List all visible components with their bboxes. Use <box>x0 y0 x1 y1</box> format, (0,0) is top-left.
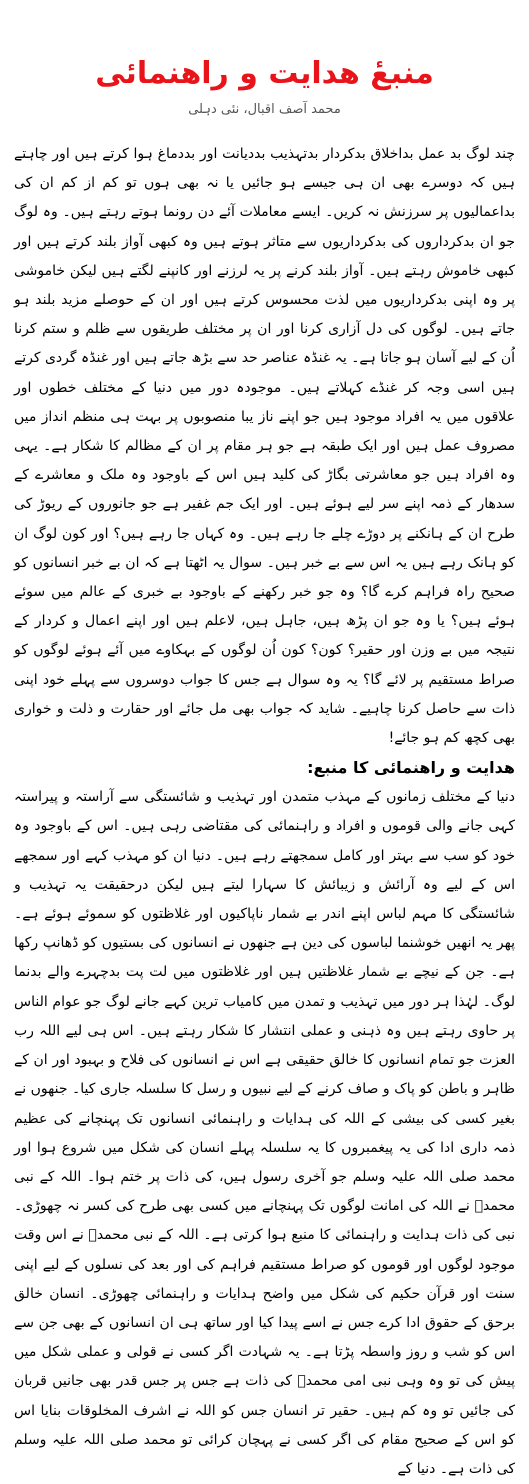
section-paragraph: دنیا کے مختلف زمانوں کے مہذب متمدن اور تہذیب و شائستگی سے آراستہ و پیراستہ کہی جانے والی قوموں و افراد و راہنمائی کی مقتاضی رہی ہیں۔ اس کے باوجود وہ خود کو سب سے بہتر اور کامل سمجھتے رہے ہیں۔ دنیا ان کو مہذب کہے اور سمجھے اس کے لیے وہ آرائش و زیبائش کا سہارا لیتے ہیں لیکن درحقیقت یہ تہذیب و شائستگی کا مہم لباس اپنے اندر بے شمار ناپاکیوں اور غلاظتوں کو سموئے ہوئے ہے۔ پھر یہ انھیں خوشنما لباسوں کی دین ہے جنھوں نے انسانوں کی بستیوں کو ڈھانپ رکھا ہے۔ جن کے نیچے بے شمار غلاظتیں ہیں اور غلاظتوں میں لت پت بدچہرے والے بدنما لوگ۔ لہٰذا ہر دور میں تہذیب و تمدن میں کامیاب ترین کہے جانے لوگ جو عوام الناس پر حاوی رہتے ہیں وہ ذہنی و عملی انتشار کا شکار رہتے ہیں۔ اس ہی لیے اللہ رب العزت جو تمام انسانوں کا خالق حقیقی ہے اس نے انسانوں کی فلاح و بہبود اور ان کے ظاہر و باطن کو پاک و صاف کرنے کے لیے نبیوں و رسل کا سلسلہ جاری کیا۔ جنھوں نے بغیر کسی کی بیشی کے اللہ کی ہدایات و راہنمائی انسانوں تک پہنچانے کی عظیم ذمہ داری ادا کی یہ پیغمبروں کا یہ سلسلہ پہلے انسان کی شکل میں شروع ہوا اور محمد صلی اللہ علیہ وسلم جو آخری رسول ہیں، کی ذات پر ختم ہوا۔ اللہ کے نبی محمدؐ نے اللہ کی امانت لوگوں تک پہنچانے میں کسی بھی طرح کی کسر نہ چھوڑی۔ نبی کی ذات ہدایت و راہنمائی کا منبع ہوا کرتی ہے۔ اللہ کے نبی محمدؐ نے اس وقت موجود لوگوں اور قوموں کو صراط مستقیم فراہم کی اور بعد کی نسلوں کے لیے اپنی سنت اور قرآن حکیم کی شکل میں واضح ہدایات و راہنمائی چھوڑی۔ انسان خالق برحق کے حقوق ادا کرے جس نے اسے پیدا کیا اور ساتھ ہی ان انسانوں کے بھی جن سے اس کو شب و روز واسطہ پڑتا ہے۔ یہ شہادت اگر کسی نے قولی و عملی شکل میں پیش کی تو وہ وہی نبی امی محمدؐ کی ذات ہے جس پر جس قدر بھی جانیں قربان کی جائیں تو وہ کم ہیں۔ حقیر تر انسان جس کو اللہ نے اشرف المخلوقات بنایا اس کو اس کے صحیح مقام کی اگر کسی نے پہچان کرائی تو محمد صلی اللہ علیہ وسلم کی ذات ہے۔ دنیا کے <box>14 789 515 1477</box>
intro-paragraph: چند لوگ بد عمل بداخلاق بدکردار بدتہذیب بددیانت اور بددماغ ہوا کرتے ہیں اور چاہتے ہیں کہ دوسرے بھی ان ہی جیسے ہو جائیں یا نہ بھی ہوں تو کم از کم ان کی بداعمالیوں پر سرزنش نہ کریں۔ ایسے معاملات آئے دن رونما ہوتے رہتے ہیں۔ وہ لوگ جو ان بدکرداروں کی بدکرداریوں سے متاثر ہوتے ہیں وہ کبھی آواز بلند کرتے ہیں اور کبھی خاموش رہتے ہیں۔ آواز بلند کرنے پر یہ لرزنے اور کانپنے لگتے ہیں لیکن خاموشی پر وہ اپنی بدکرداریوں میں لذت محسوس کرتے ہیں اور ان کے حوصلے مزید بلند ہو جاتے ہیں۔ لوگوں کی دل آزاری کرنا اور ان پر مختلف طریقوں سے ظلم و ستم کرنا اُن کے لیے آسان ہو جاتا ہے۔ یہ غنڈہ عناصر حد سے بڑھ جاتے ہیں اور غنڈہ گردی کرتے ہیں اسی وجہ کر غنڈے کہلاتے ہیں۔ موجودہ دور میں دنیا کے مختلف خطوں اور علاقوں میں یہ افراد موجود ہیں جو اپنے ناز یبا منصوبوں پر بہت ہی منظم انداز میں مصروف عمل ہیں اور ایک طبقہ ہے جو ہر مقام پر ان کے مظالم کا شکار ہے۔ یہی وہ افراد ہیں جو معاشرتی بگاڑ کی کلید ہیں اس کے باوجود وہ ملک و معاشرے کے سدھار کے ذمہ اپنے سر لیے ہوئے ہیں۔ اور ایک جم غفیر ہے جو جانوروں کے ریوڑ کی طرح ان کے ہانکنے پر دوڑے چلے جا رہے ہیں۔ وہ کہاں جا رہے ہیں؟ اور کون لوگ ان کو ہانک رہے ہیں یہ اس سے بے خبر ہیں۔ سوال یہ اٹھتا ہے کہ ان بے خبر انسانوں کو صحیح راہ فراہم کرے گا؟ وہ جو خبر رکھنے کے باوجود بے خبری کے عالم میں سوئے ہوئے ہیں؟ یا وہ جو ان پڑھ ہیں، جاہل ہیں، لاعلم ہیں اور اپنے اعمال و کردار کے نتیجہ میں بے وزن اور حقیر؟ کون؟ کون اُن لوگوں کے بہکاوے میں آئے ہوئے لوگوں کو صراط مستقیم پر لائے گا؟ یہ وہ سوال ہے جس کا جواب دوسروں سے پہلے خود اپنی ذات سے حاصل کرنا چاہیے۔ شاید کہ جواب بھی مل جائے اور حقارت و ذلت و خواری بھی کچھ کم ہو جائے! <box>14 146 516 747</box>
author-byline: محمد آصف اقبال، نئی دہلی <box>188 102 341 117</box>
section-heading: ھدایت و راھنمائی کا منبع: <box>307 758 515 778</box>
article-title: منبعٔ ھدایت و راھنمائی <box>95 56 434 91</box>
